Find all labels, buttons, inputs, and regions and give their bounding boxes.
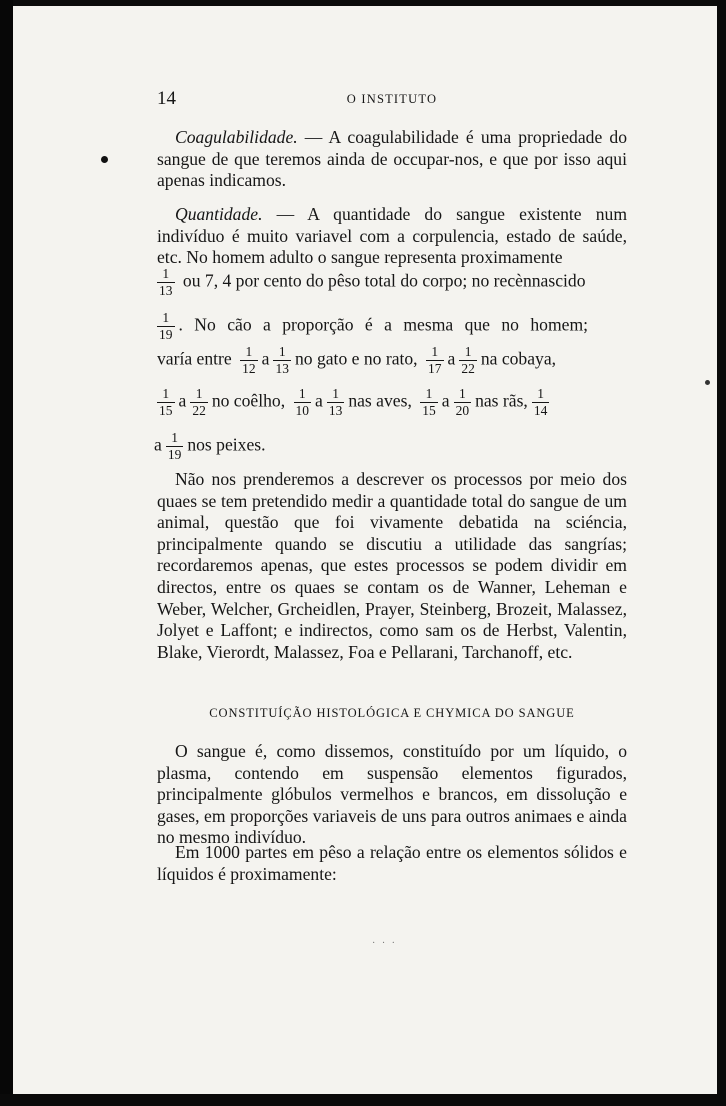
fraction-1-19b: $\frac{1}{19}$ [167,430,182,462]
text-a: a [154,434,162,455]
margin-speck [705,380,710,385]
text-coagulabilidade: — A coagulabilidade é uma propriedade do sangue de que teremos ainda de occupar-nos, e que por isso aqui apenas indicamos. [157,127,627,190]
fraction-1-15: $\frac{1}{15}$ [159,386,173,418]
scan-border-top [0,0,726,6]
paragraph-processos: Não nos prenderemos a descrever os processos por meio dos quaes se tem pretendido medir a quantidade total do sangue de um animal, questão que foi vivamente debatida na sciéncia, principalmente quando se discutiu a utilidade das sangrías; recordaremos apenas, que estes processos se podem dividir em directos, entre os quaes se contam os de Wanner, Leheman e Weber, Welcher, Grcheidlen, Prayer, Steinberg, Brozeit, Malassez, Jolyet e Laffont; e indirectos, como sam os de Herbst, Valentin, Blake, Vierordt, Malassez, Foa e Pellarani, Tarchanoff, etc. [157,469,627,662]
paragraph-coagulabilidade [157,127,627,192]
scan-border-bottom [0,1094,726,1106]
text-por-cento: ou 7, 4 por cento do pêso total do corpo; no recènnascido [178,270,586,291]
text-a: a [441,390,450,411]
paragraph-quantidade [157,204,627,269]
fraction-1-10: $\frac{1}{10}$ [295,386,310,418]
line-treze [153,266,627,299]
text-ras: nas rãs, [475,390,528,411]
text-a: a [178,390,187,411]
line-varia [157,344,631,377]
fraction-1-13: $\frac{1}{13}$ [159,266,173,298]
fraction-1-14: $\frac{1}{14}$ [533,386,548,418]
scan-border-left [0,0,13,1106]
scan-border-right [717,0,726,1106]
paragraph-sangue: O sangue é, como dissemos, constituído por um líquido, o plasma, contendo em suspensão elementos figurados, principalmente glóbulos vermelhos e brancos, em dissolução e gases, em proporções variaveis de uns para outros animaes e ainda no mesmo indivíduo. [157,741,627,847]
text-aves: nas aves, [348,390,412,411]
line-peixes [154,430,628,463]
text-a: a [315,390,323,411]
fraction-1-19: $\frac{1}{19}$ [159,310,173,342]
text-cao: . No cão a proporção é a mesma que no homem; [178,314,589,335]
fraction-1-13c: $\frac{1}{13}$ [328,386,343,418]
text-quantidade: — A quantidade do sangue existente num indivíduo é muito variavel com a corpulencia, estado de saúde, etc. No homem adulto o sangue representa proximamente [157,204,627,267]
line-coelho [153,386,633,419]
fraction-1-12: $\frac{1}{12}$ [242,344,256,376]
text-a: a [447,348,456,369]
fraction-1-20: $\frac{1}{20}$ [455,386,470,418]
paragraph-partes: Em 1000 partes em pêso a relação entre os elementos sólidos e líquidos é proximamente: [157,842,627,884]
text-a: a [261,348,270,369]
fraction-1-17: $\frac{1}{17}$ [428,344,442,376]
text-cobaya: na cobaya, [480,348,557,369]
section-heading: CONSTITUÍÇÃO HISTOLÓGICA E CHYMICA DO SANGUE [209,706,575,720]
fraction-1-15b: $\frac{1}{15}$ [422,386,436,418]
running-title: O INSTITUTO [346,92,438,106]
fraction-1-13b: $\frac{1}{13}$ [275,344,289,376]
ink-mark: · · · [372,938,397,949]
page-number: 14 [157,88,176,109]
page-header [157,88,627,108]
fraction-1-22b: $\frac{1}{22}$ [192,386,206,418]
text-gato-rato: no gato e no rato, [294,348,418,369]
text-peixes: nos peixes. [187,434,266,455]
margin-dot [101,156,108,163]
line-dezenove [153,310,627,343]
term-coagulabilidade: Coagulabilidade. [175,127,298,147]
fraction-1-22: $\frac{1}{22}$ [461,344,475,376]
text-coelho: no coêlho, [211,390,286,411]
text-varia: varía entre [157,348,232,369]
term-quantidade: Quantidade. [175,204,263,224]
